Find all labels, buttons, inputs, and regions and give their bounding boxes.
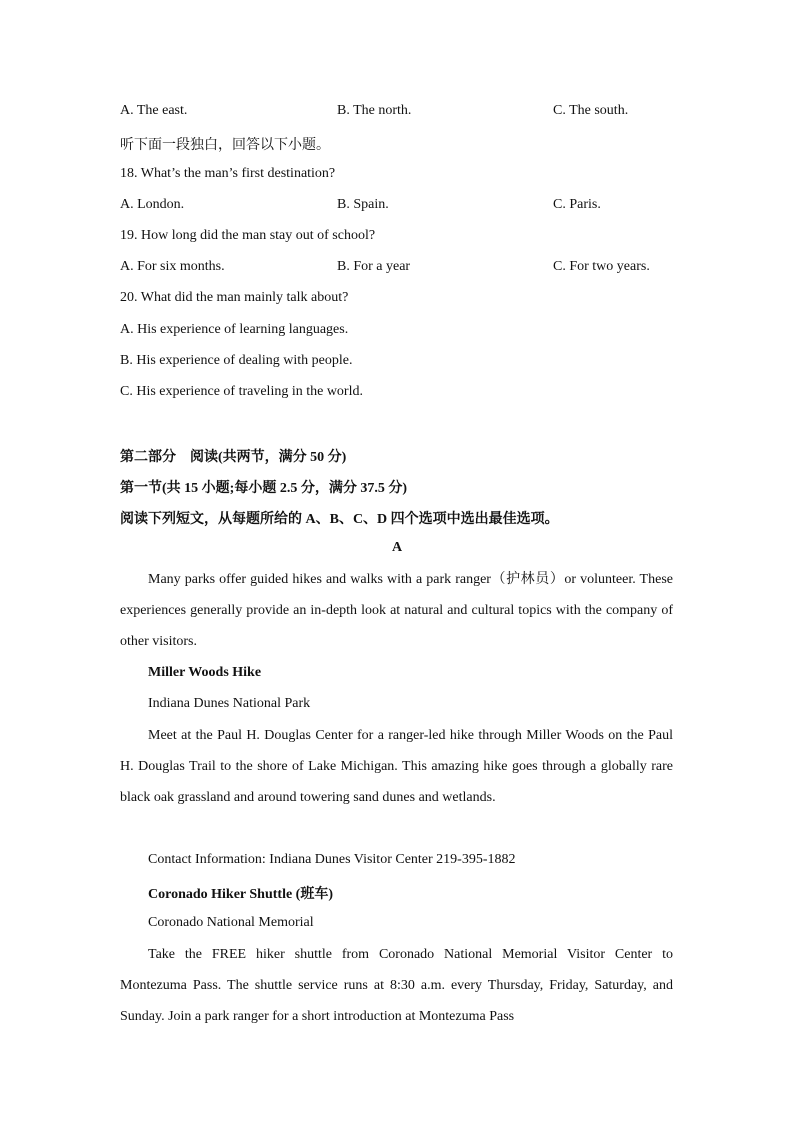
q18-options	[120, 197, 680, 217]
item1-contact: Contact Information: Indiana Dunes Visitor Center 219-395-1882	[148, 852, 516, 867]
q19-options	[120, 259, 680, 279]
item1-title: Miller Woods Hike	[148, 665, 262, 680]
item2-location: Coronado National Memorial	[148, 915, 314, 930]
q19-option-b: B. For a year	[337, 259, 411, 274]
question-19: 19. How long did the man stay out of school?	[120, 228, 376, 243]
q18-option-c: C. Paris.	[553, 197, 601, 212]
passage-intro: Many parks offer guided hikes and walks with a park ranger（护林员）or volunteer. These experiences generally provide an in-depth look at natural and cultural topics with the company of other visitors.	[120, 572, 673, 649]
q19-option-c: C. For two years.	[553, 259, 650, 274]
question-18: 18. What’s the man’s first destination?	[120, 166, 336, 181]
question-20: 20. What did the man mainly talk about?	[120, 290, 349, 305]
q20-option-b: B. His experience of dealing with people.	[120, 353, 353, 368]
q18-option-a: A. London.	[120, 197, 185, 212]
item1-location: Indiana Dunes National Park	[148, 696, 311, 711]
item2-description: Take the FREE hiker shuttle from Coronado National Memorial Visitor Center to Montezuma Pass. The shuttle service runs at 8:30 a.m. every Thursday, Friday, Saturday, and Sunday. Join a park ranger for a short introduction at Montezuma Pass	[120, 947, 673, 1024]
reading-instruction: 阅读下列短文，从每题所给的 A、B、C、D 四个选项中选出最佳选项。	[120, 512, 559, 527]
reading-section-title: 第一节(共 15 小题;每小题 2.5 分，满分 37.5 分)	[120, 481, 407, 496]
item1-description: Meet at the Paul H. Douglas Center for a ranger-led hike through Miller Woods on the Paul H. Douglas Trail to the shore of Lake Michigan. This amazing hike goes through a globally rare black oak grassland and around towering sand dunes and wetlands.	[120, 728, 673, 805]
monologue-instruction: 听下面一段独白，回答以下小题。	[120, 138, 330, 153]
item2-title: Coronado Hiker Shuttle (班车)	[148, 887, 333, 902]
q17-option-c: C. The south.	[553, 103, 629, 118]
q18-option-b: B. Spain.	[337, 197, 389, 212]
q17-options	[120, 103, 680, 123]
q19-option-a: A. For six months.	[120, 259, 225, 274]
q17-option-a: A. The east.	[120, 103, 188, 118]
q17-option-b: B. The north.	[337, 103, 412, 118]
q20-option-c: C. His experience of traveling in the world.	[120, 384, 363, 399]
passage-letter: A	[391, 540, 403, 555]
q20-option-a: A. His experience of learning languages.	[120, 322, 349, 337]
reading-part-title: 第二部分 阅读(共两节，满分 50 分)	[120, 450, 347, 465]
